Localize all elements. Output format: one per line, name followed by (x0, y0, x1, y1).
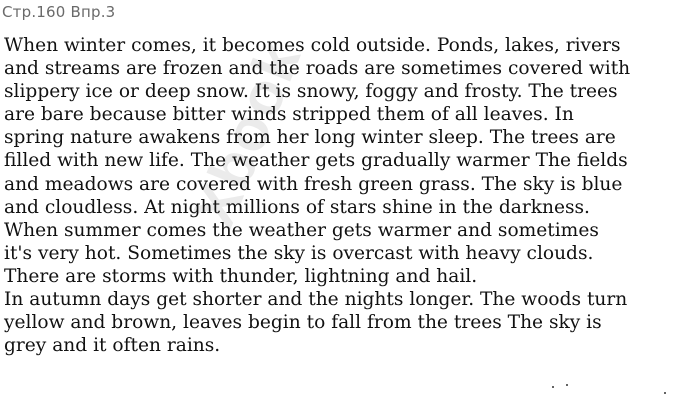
text-line: it's very hot. Sometimes the sky is overcast with heavy clouds. (4, 242, 594, 264)
watermark: Xbook (179, 32, 314, 237)
text-line: slippery ice or deep snow. It is snowy, foggy and frosty. The trees (4, 81, 618, 103)
scan-speck (664, 392, 666, 394)
text-line: are bare because bitter winds stripped them of all leaves. In (4, 104, 574, 126)
text-line: filled with new life. The weather gets gradually warmer The fields (4, 150, 628, 172)
text-line: and meadows are covered with fresh green grass. The sky is blue (4, 173, 623, 195)
exercise-text (4, 34, 676, 357)
text-line: There are storms with thunder, lightning and hail. (4, 265, 478, 287)
page-exercise-label: Стр.160 Впр.3 (2, 3, 116, 21)
text-line: and streams are frozen and the roads are sometimes covered with (4, 58, 631, 80)
text-line: When winter comes, it becomes cold outside. Ponds, lakes, rivers (4, 35, 621, 56)
text-line: In autumn days get shorter and the nights longer. The woods turn (4, 289, 628, 311)
text-line: When summer comes the weather gets warmer and sometimes (4, 219, 599, 241)
text-line: yellow and brown, leaves begin to fall from the trees The sky is (4, 312, 602, 334)
text-line: spring nature awakens from her long winter sleep. The trees are (4, 127, 616, 149)
scan-speck (566, 384, 568, 386)
scan-speck (552, 386, 554, 388)
text-line: grey and it often rains. (4, 335, 221, 357)
text-line: and cloudless. At night millions of stars shine in the darkness. (4, 196, 590, 218)
